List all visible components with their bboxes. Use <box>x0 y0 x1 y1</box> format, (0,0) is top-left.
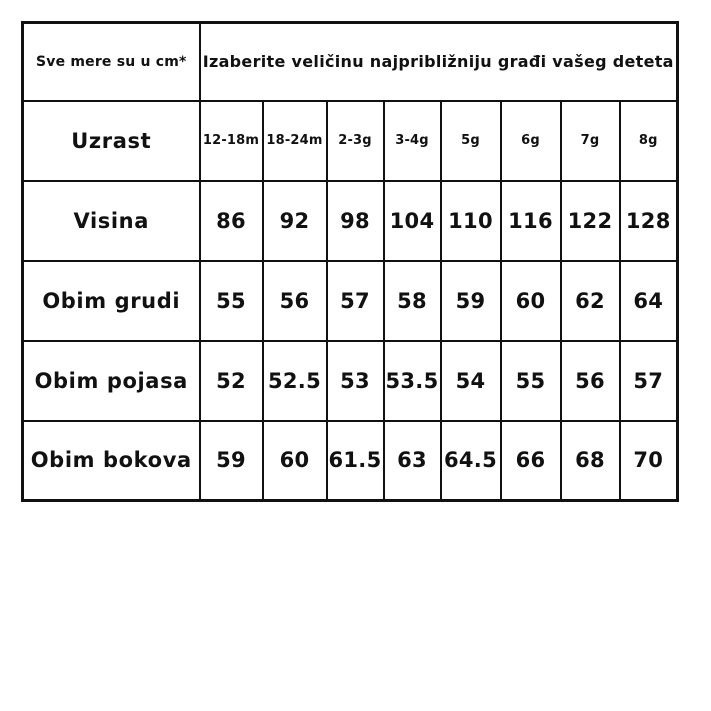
age-row <box>23 101 678 181</box>
measurement-cell: 56 <box>561 341 620 421</box>
measurement-cell: 52 <box>200 341 263 421</box>
age-cell: 2-3g <box>327 101 384 181</box>
measurement-cell: 60 <box>263 421 327 501</box>
measurement-cell: 64 <box>620 261 678 341</box>
age-cell: 3-4g <box>384 101 441 181</box>
age-cell: 8g <box>620 101 678 181</box>
measurement-cell: 54 <box>441 341 501 421</box>
size-instruction: Izaberite veličinu najpribližniju građi vašeg deteta <box>200 23 678 101</box>
age-cell: 7g <box>561 101 620 181</box>
measurement-cell: 55 <box>200 261 263 341</box>
measurement-cell: 92 <box>263 181 327 261</box>
age-cell: 6g <box>501 101 561 181</box>
measurement-cell: 62 <box>561 261 620 341</box>
size-chart-table <box>21 21 679 502</box>
measurement-cell: 60 <box>501 261 561 341</box>
age-cell: 12-18m <box>200 101 263 181</box>
measurement-cell: 86 <box>200 181 263 261</box>
measurement-cell: 122 <box>561 181 620 261</box>
measurement-cell: 128 <box>620 181 678 261</box>
row-label: Obim bokova <box>23 421 200 501</box>
row-label: Obim grudi <box>23 261 200 341</box>
units-note: Sve mere su u cm* <box>23 23 200 101</box>
table-row <box>23 341 678 421</box>
table-row <box>23 181 678 261</box>
header-row <box>23 23 678 101</box>
measurement-cell: 52.5 <box>263 341 327 421</box>
age-cell: 5g <box>441 101 501 181</box>
measurement-cell: 59 <box>441 261 501 341</box>
row-label: Obim pojasa <box>23 341 200 421</box>
age-row-label: Uzrast <box>23 101 200 181</box>
measurement-cell: 70 <box>620 421 678 501</box>
measurement-cell: 57 <box>327 261 384 341</box>
measurement-cell: 61.5 <box>327 421 384 501</box>
measurement-cell: 110 <box>441 181 501 261</box>
measurement-cell: 98 <box>327 181 384 261</box>
measurement-cell: 59 <box>200 421 263 501</box>
measurement-cell: 55 <box>501 341 561 421</box>
measurement-cell: 53 <box>327 341 384 421</box>
measurement-cell: 58 <box>384 261 441 341</box>
measurement-cell: 64.5 <box>441 421 501 501</box>
age-cell: 18-24m <box>263 101 327 181</box>
table-row <box>23 261 678 341</box>
measurement-cell: 104 <box>384 181 441 261</box>
measurement-cell: 66 <box>501 421 561 501</box>
measurement-cell: 68 <box>561 421 620 501</box>
measurement-cell: 53.5 <box>384 341 441 421</box>
measurement-cell: 56 <box>263 261 327 341</box>
measurement-cell: 116 <box>501 181 561 261</box>
measurement-cell: 63 <box>384 421 441 501</box>
measurement-cell: 57 <box>620 341 678 421</box>
row-label: Visina <box>23 181 200 261</box>
table-row <box>23 421 678 501</box>
